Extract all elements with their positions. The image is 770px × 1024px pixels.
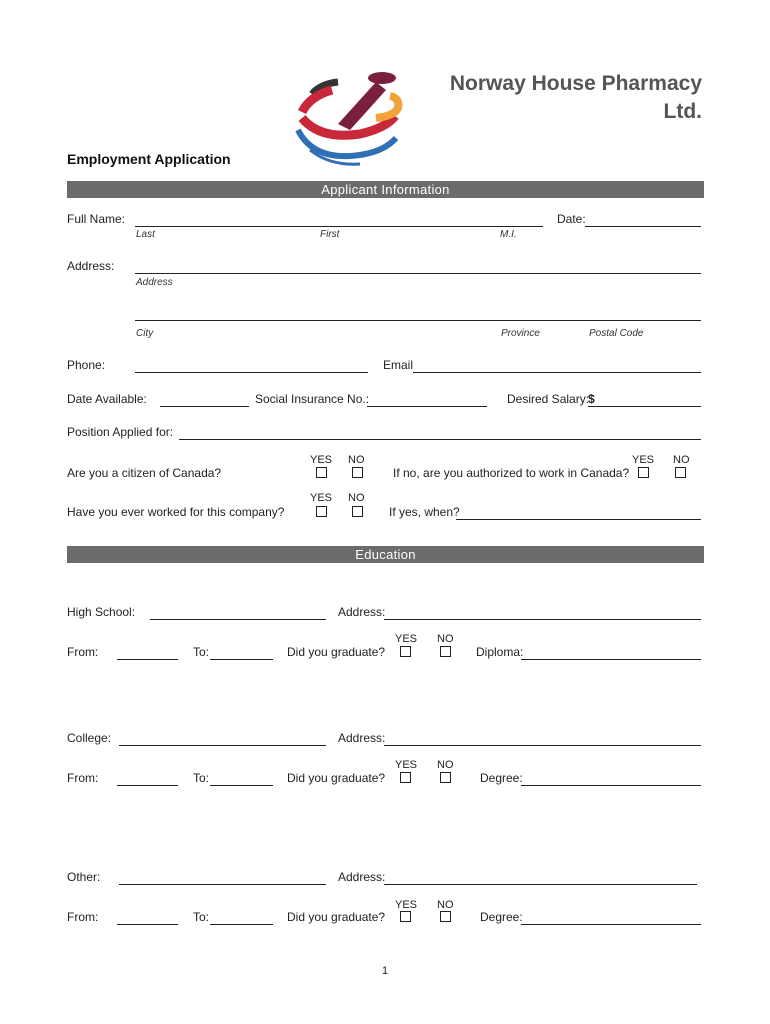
college-field[interactable] — [119, 745, 326, 746]
college-to-field[interactable] — [210, 785, 273, 786]
worked-question: Have you ever worked for this company? — [67, 505, 285, 519]
full-name-label: Full Name: — [67, 212, 126, 226]
diploma-label: Diploma: — [476, 645, 524, 659]
company-name — [450, 70, 702, 126]
worked-yes-checkbox[interactable] — [316, 506, 327, 517]
college-label: College: — [67, 731, 112, 745]
diploma-field[interactable] — [521, 659, 701, 660]
if-yes-when-label: If yes, when? — [389, 505, 460, 519]
full-name-field[interactable] — [135, 226, 543, 227]
other-grad-no-label: NO — [437, 899, 454, 911]
college-degree-field[interactable] — [521, 785, 701, 786]
form-title: Employment Application — [67, 151, 231, 167]
college-grad-no-checkbox[interactable] — [440, 772, 451, 783]
address-label: Address: — [67, 259, 115, 273]
citizen-no-label: NO — [348, 454, 365, 466]
logo-red-arc-upper — [302, 90, 332, 112]
other-label: Other: — [67, 870, 101, 884]
section-bar-education: Education — [67, 546, 704, 563]
worked-yes-label: YES — [310, 492, 333, 504]
other-degree-label: Degree: — [480, 910, 523, 924]
postal-code-caption: Postal Code — [589, 328, 644, 339]
sin-field[interactable] — [367, 406, 487, 407]
citizen-no-checkbox[interactable] — [352, 467, 363, 478]
if-yes-when-field[interactable] — [456, 519, 701, 520]
mi-caption: M.I. — [500, 229, 517, 240]
authorized-no-label: NO — [673, 454, 690, 466]
company-name-line2: Ltd. — [663, 100, 702, 123]
desired-salary-label: Desired Salary: — [507, 392, 590, 406]
phone-label: Phone: — [67, 358, 106, 372]
high-school-address-label: Address: — [338, 605, 386, 619]
hs-from-label: From: — [67, 645, 99, 659]
page-number: 1 — [381, 965, 389, 977]
position-applied-field[interactable] — [179, 439, 701, 440]
college-grad-yes-checkbox[interactable] — [400, 772, 411, 783]
college-from-field[interactable] — [117, 785, 178, 786]
hs-grad-yes-label: YES — [395, 633, 418, 645]
other-grad-yes-checkbox[interactable] — [400, 911, 411, 922]
address-field[interactable] — [135, 273, 701, 274]
hs-from-field[interactable] — [117, 659, 178, 660]
college-grad-no-label: NO — [437, 759, 454, 771]
first-name-caption: First — [320, 229, 340, 240]
worked-no-checkbox[interactable] — [352, 506, 363, 517]
sin-label: Social Insurance No.: — [255, 392, 370, 406]
other-address-field[interactable] — [384, 884, 697, 885]
date-available-label: Date Available: — [67, 392, 147, 406]
email-field[interactable] — [413, 372, 701, 373]
dollar-sign: $ — [588, 392, 595, 406]
high-school-label: High School: — [67, 605, 136, 619]
high-school-field[interactable] — [150, 619, 326, 620]
other-to-field[interactable] — [210, 924, 273, 925]
hs-to-field[interactable] — [210, 659, 273, 660]
desired-salary-field[interactable] — [588, 406, 701, 407]
city-province-field[interactable] — [135, 320, 701, 321]
college-degree-label: Degree: — [480, 771, 523, 785]
last-name-caption: Last — [136, 229, 155, 240]
citizen-yes-label: YES — [310, 454, 333, 466]
position-applied-label: Position Applied for: — [67, 425, 174, 439]
citizen-question: Are you a citizen of Canada? — [67, 466, 222, 480]
date-field[interactable] — [585, 226, 701, 227]
date-label: Date: — [557, 212, 586, 226]
worked-no-label: NO — [348, 492, 365, 504]
hs-grad-yes-checkbox[interactable] — [400, 646, 411, 657]
college-to-label: To: — [193, 771, 210, 785]
college-graduate-question: Did you graduate? — [287, 771, 386, 785]
college-from-label: From: — [67, 771, 99, 785]
email-label: Email — [383, 358, 414, 372]
other-grad-no-checkbox[interactable] — [440, 911, 451, 922]
pharmacy-logo — [290, 68, 405, 170]
phone-field[interactable] — [135, 372, 368, 373]
hs-graduate-question: Did you graduate? — [287, 645, 386, 659]
authorized-question: If no, are you authorized to work in Canada? — [393, 466, 630, 480]
logo-orange-arc — [376, 96, 398, 118]
other-to-label: To: — [193, 910, 210, 924]
authorized-no-checkbox[interactable] — [675, 467, 686, 478]
other-address-label: Address: — [338, 870, 386, 884]
address-caption: Address — [136, 277, 173, 288]
hs-grad-no-checkbox[interactable] — [440, 646, 451, 657]
authorized-yes-checkbox[interactable] — [638, 467, 649, 478]
other-from-label: From: — [67, 910, 99, 924]
hs-to-label: To: — [193, 645, 210, 659]
other-grad-yes-label: YES — [395, 899, 418, 911]
college-grad-yes-label: YES — [395, 759, 418, 771]
section-bar-applicant: Applicant Information — [67, 181, 704, 198]
college-address-label: Address: — [338, 731, 386, 745]
date-available-field[interactable] — [160, 406, 249, 407]
high-school-address-field[interactable] — [384, 619, 701, 620]
authorized-yes-label: YES — [632, 454, 655, 466]
other-degree-field[interactable] — [521, 924, 701, 925]
other-from-field[interactable] — [117, 924, 178, 925]
citizen-yes-checkbox[interactable] — [316, 467, 327, 478]
other-graduate-question: Did you graduate? — [287, 910, 386, 924]
hs-grad-no-label: NO — [437, 633, 454, 645]
other-field[interactable] — [119, 884, 326, 885]
logo-pestle — [338, 82, 386, 130]
company-name-line1: Norway House Pharmacy — [449, 72, 702, 95]
province-caption: Province — [501, 328, 540, 339]
college-address-field[interactable] — [384, 745, 701, 746]
city-caption: City — [136, 328, 154, 339]
